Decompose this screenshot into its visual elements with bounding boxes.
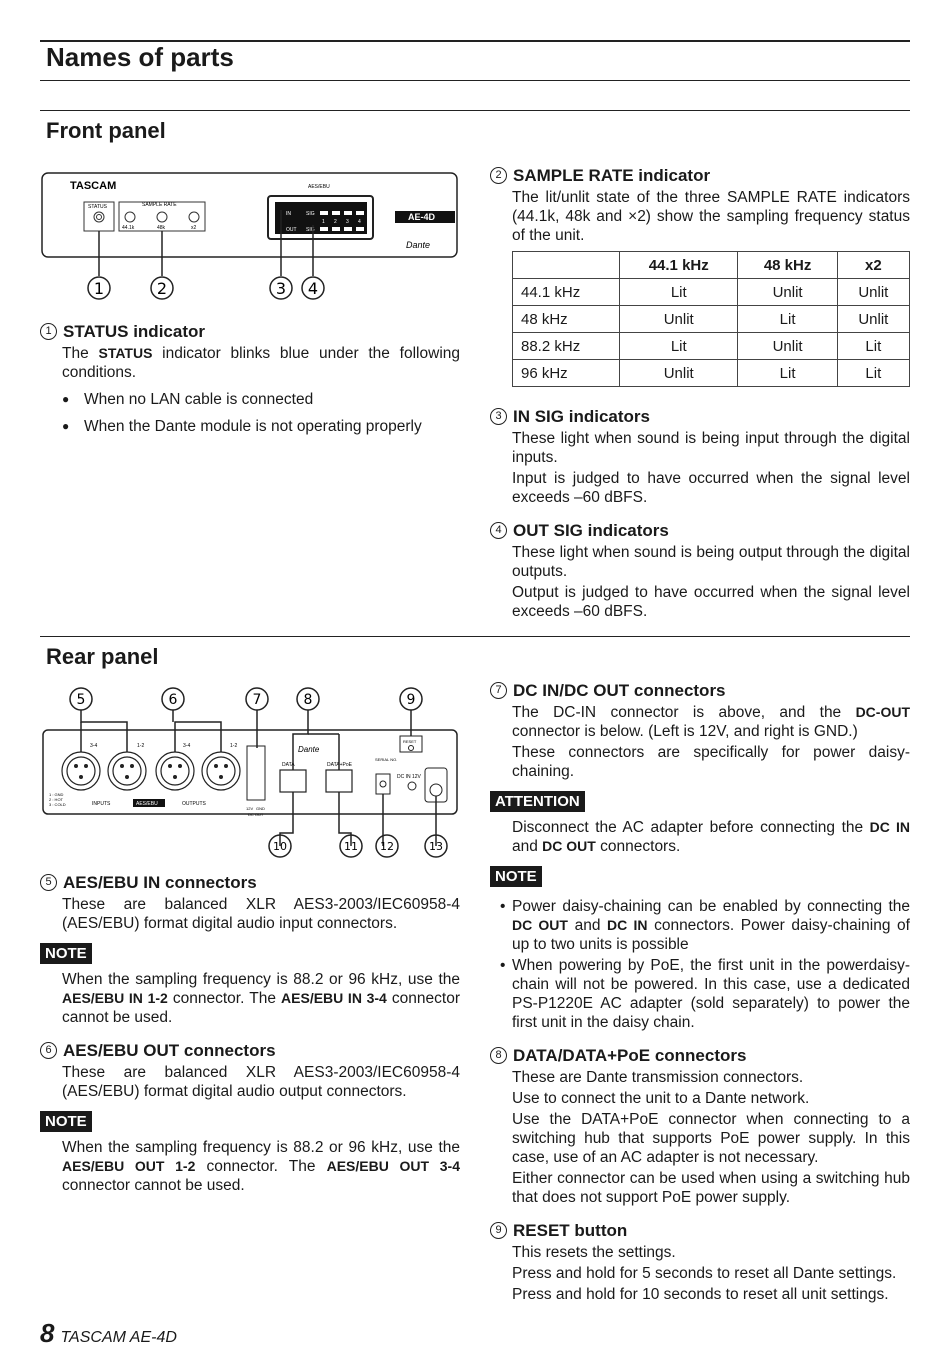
rear-right-column [490,681,910,1306]
reset-heading: 9 RESET button [490,1221,910,1240]
status-label: STATUS [88,204,107,210]
aes-in-note: When the sampling frequency is 88.2 or 96 kHz, use the AES/EBU IN 1-2 connector. The AES/EBU IN 3-4 connector cannot be used. [62,971,460,1026]
table-row: 48 kHz Unlit Lit Unlit [513,306,910,333]
sample-rate-heading: 2 SAMPLE RATE indicator [490,166,910,185]
out-sig-text-1: These light when sound is being output through the digital outputs. [512,544,910,580]
model-label: AE-4D [408,212,436,222]
in-sig-heading: 3 IN SIG indicators [490,407,910,426]
list-item: • When powering by PoE, the first unit in the powerdaisy-chain will not be powered. In this case, use a dedicated PS-P1220E AC adapter (sold separately) to power the first unit in the daisy chain. [500,956,910,1032]
sr-label-441: 44.1k [122,225,135,231]
aes-ebu-label: AES/EBU [308,184,330,190]
out-pair-12: 1-2 [230,743,238,749]
in-sig-label: SIG [306,211,315,217]
data-text-1: These are Dante transmission connectors. [512,1069,804,1086]
table-row: 96 kHz Unlit Lit Lit [513,360,910,387]
list-item: ● When no LAN cable is connected [62,390,460,409]
dc-title: DC IN/DC OUT connectors [513,681,726,700]
front-brand: TASCAM [70,180,117,192]
svg-text:DC OUT: DC OUT [248,812,264,817]
sr-label-48: 48k [157,225,166,231]
callout-1: 1 [93,279,105,298]
inputs-label: INPUTS [92,801,111,807]
callout-5: 5 [76,692,86,708]
callout-4: 4 [307,279,319,298]
reset-title: RESET button [513,1221,628,1240]
svg-text:12V: 12V [246,806,254,811]
rear-left-column [40,873,460,1197]
callout-2: 2 [156,279,168,298]
sr-label-x2: x2 [191,225,197,231]
sample-rate-table [512,251,910,387]
rear-rule [40,636,910,637]
reset-text-2: Press and hold for 5 seconds to reset all Dante settings. [512,1265,897,1282]
callout-6: 6 [168,692,178,708]
data-title: DATA/DATA+PoE connectors [513,1046,747,1065]
page-number: 8 [40,1318,55,1348]
dc-note-list [490,897,910,1032]
svg-text:1 : GND: 1 : GND [49,792,64,797]
aes-out-title: AES/EBU OUT connectors [63,1041,276,1060]
page-footer [40,1318,177,1349]
callout-9: 9 [406,692,416,708]
svg-text:2: 2 [334,219,337,225]
svg-text:3 : COLD: 3 : COLD [49,802,66,807]
svg-text:4: 4 [358,219,361,225]
title-rule-bottom [40,80,910,81]
outputs-label: OUTPUTS [182,801,206,807]
sample-rate-title: SAMPLE RATE indicator [513,166,711,185]
front-right-column [490,166,910,623]
sample-rate-label: SAMPLE RATE [142,202,177,208]
in-sig-text-1: These light when sound is being input through the digital inputs. [512,430,910,466]
svg-text:2 : HOT: 2 : HOT [49,797,64,802]
svg-text:GND: GND [256,806,265,811]
aes-out-text: These are balanced XLR AES3-2003/IEC60958-4 (AES/EBU) format digital audio output connectors. [62,1064,460,1100]
callout-13: 13 [429,840,443,853]
front-panel-title: Front panel [46,118,166,143]
aes-in-note-badge: NOTE [40,943,92,964]
data-poe-label: DATA+PoE [327,762,352,768]
dc-text-2: These connectors are specifically for power daisy-chaining. [512,744,910,780]
in-pair-12: 1-2 [137,743,145,749]
data-heading: 8 DATA/DATA+PoE connectors [490,1046,910,1065]
dc-note-badge: NOTE [490,866,542,887]
status-description: The STATUS indicator blinks blue under the following conditions. [62,345,460,381]
in-pair-34: 3-4 [90,743,98,749]
attention-text: Disconnect the AC adapter before connecting the DC IN and DC OUT connectors. [512,819,910,855]
out-label: OUT [286,227,297,233]
aes-in-heading: 5 AES/EBU IN connectors [40,873,460,892]
aes-ebu-badge: AES/EBU [136,801,158,807]
sample-rate-description: The lit/unlit state of the three SAMPLE RATE indicators (44.1k, 48k and ×2) show the sampling frequency status of the unit. [512,189,910,244]
callout-7: 7 [252,692,262,708]
dcin-label: DC IN 12V [397,774,421,780]
svg-text:1: 1 [322,219,325,225]
callout-10: 10 [273,840,287,853]
rear-dante-logo: Dante [298,745,320,754]
in-label: IN [286,211,291,217]
front-rule [40,110,910,111]
reset-label: RESET [403,739,417,744]
aes-in-text: These are balanced XLR AES3-2003/IEC60958-4 (AES/EBU) format digital audio input connectors. [62,896,460,932]
reset-text-3: Press and hold for 10 seconds to reset all unit settings. [512,1286,889,1303]
table-row: 44.1 kHz Lit Unlit Unlit [513,279,910,306]
aes-in-title: AES/EBU IN connectors [63,873,257,892]
dante-logo: Dante [406,240,431,250]
aes-out-note-badge: NOTE [40,1111,92,1132]
attention-badge: ATTENTION [490,791,585,812]
aes-out-note: When the sampling frequency is 88.2 or 96 kHz, use the AES/EBU OUT 1-2 connector. The AES/EBU OUT 3-4 connector cannot be used. [62,1139,460,1194]
reset-text-1: This resets the settings. [512,1244,676,1261]
dc-heading: 7 DC IN/DC OUT connectors [490,681,910,700]
front-panel-diagram [40,170,460,305]
callout-8: 8 [303,692,313,708]
in-sig-title: IN SIG indicators [513,407,650,426]
aes-out-heading: 6 AES/EBU OUT connectors [40,1041,460,1060]
dc-text-1: The DC-IN connector is above, and the DC-OUT connector is below. (Left is 12V, and right is GND.) [512,704,910,740]
data-text-4: Either connector can be used when using a switching hub that does not support PoE power supply. [512,1170,910,1206]
list-item: • Power daisy-chaining can be enabled by connecting the DC OUT and DC IN connectors. Power daisy-chaining of up to two units is possible [500,897,910,954]
callout-3: 3 [275,279,287,298]
out-pair-34: 3-4 [183,743,191,749]
svg-text:3: 3 [346,219,349,225]
callout-11: 11 [344,840,358,853]
callout-12: 12 [380,840,394,853]
out-sig-text-2: Output is judged to have occurred when the signal level exceeds –60 dBFS. [512,584,910,620]
list-item: ● When the Dante module is not operating properly [62,417,460,436]
out-sig-heading: 4 OUT SIG indicators [490,521,910,540]
rear-panel-title: Rear panel [46,644,159,669]
data-text-2: Use to connect the unit to a Dante network. [512,1090,810,1107]
status-conditions-list [40,390,460,436]
status-number: 1 [40,323,57,340]
front-left-column [40,322,460,444]
table-row: 88.2 kHz Lit Unlit Lit [513,333,910,360]
data-label: DATA [282,762,295,768]
table-header-row: 44.1 kHz 48 kHz x2 [513,252,910,279]
data-text-3: Use the DATA+PoE connector when connecting to a switching hub that supports PoE power supply. In this case, use of an AC adapter is not necessary. [512,1111,910,1166]
out-sig-label: SIG [306,227,315,233]
status-title: STATUS indicator [63,322,205,341]
rear-panel-diagram [40,686,465,862]
out-sig-title: OUT SIG indicators [513,521,669,540]
status-heading [40,322,460,341]
footer-product: TASCAM AE-4D [60,1329,177,1346]
page-title: Names of parts [46,42,234,72]
serial-label: SERIAL NO. [375,757,398,762]
in-sig-text-2: Input is judged to have occurred when the signal level exceeds –60 dBFS. [512,470,910,506]
